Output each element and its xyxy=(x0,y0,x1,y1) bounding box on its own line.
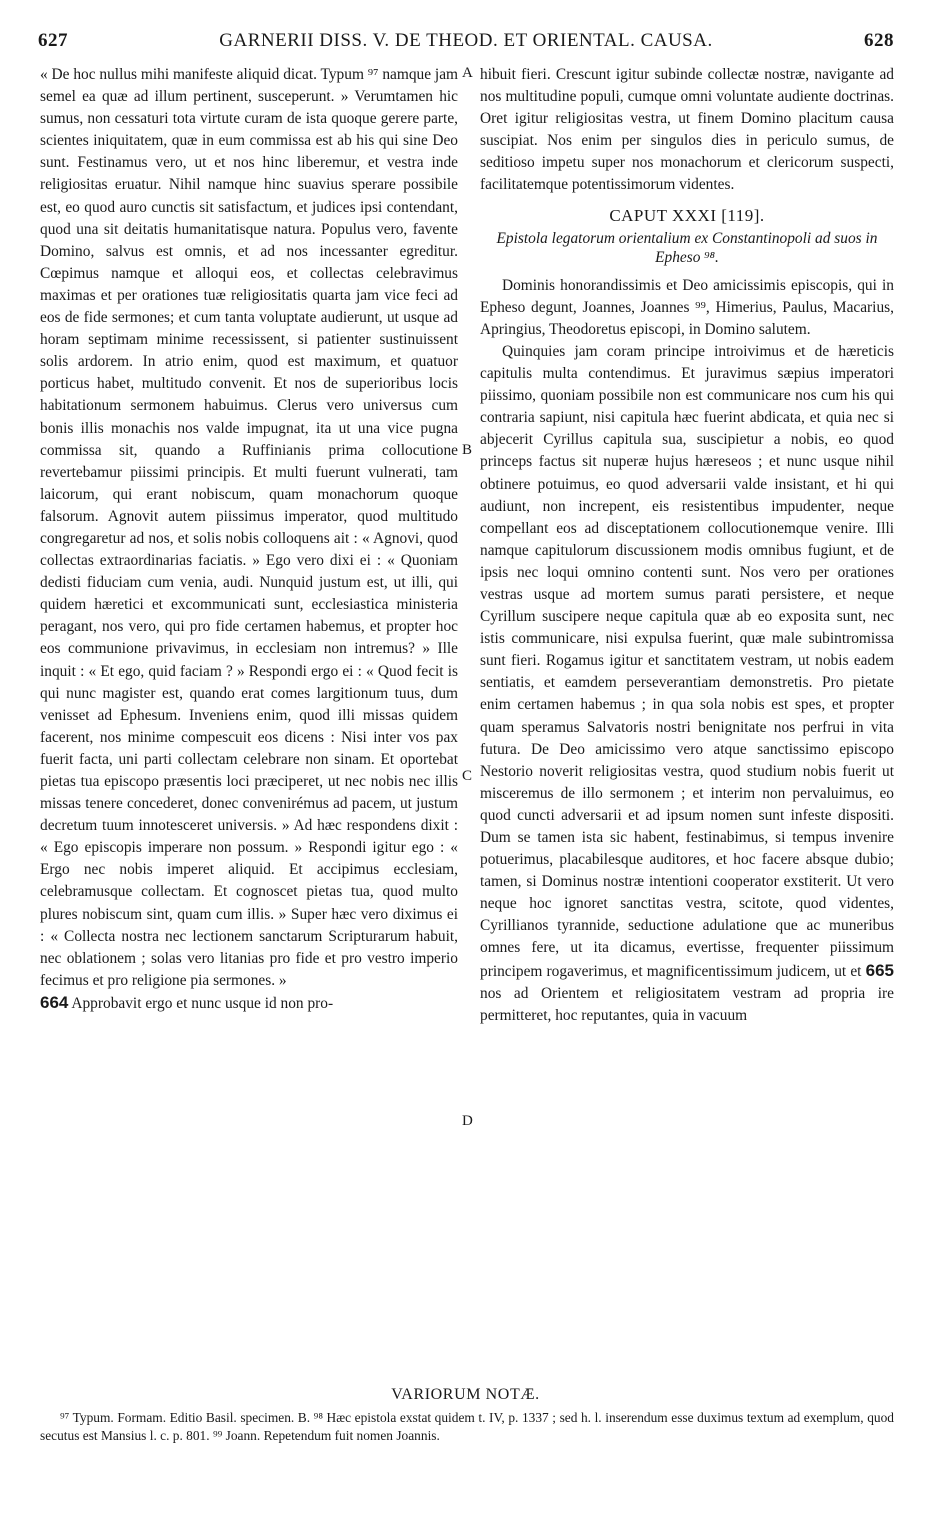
margin-page-number-665: 665 xyxy=(865,960,894,980)
chapter-subtitle: Epistola legatorum orientalium ex Constantinopoli ad suos in Epheso ⁹⁸. xyxy=(496,229,878,266)
page-number-left: 627 xyxy=(38,30,68,51)
footnotes xyxy=(40,1409,894,1444)
page-number-right: 628 xyxy=(864,30,894,51)
right-column-end-text: nos ad Orientem et religiositatem vestram ad propria ire permitteret, hoc reputantes, quia in vacuum xyxy=(480,984,894,1024)
right-paragraph-1: hibuit fieri. Crescunt igitur subinde collectæ nostræ, navigante ad nos multitudine populi, cumque omni voluntate audiente doctrinas. Oret igitur religiositas vestra, ut finem Domino placitum causa suscipiat. Nos enim per singulos dies in periculo sumus, de seditioso impetu super nos monachorum et clericorum suspecti, facilitatemque potentissimorum videntes. xyxy=(480,66,894,194)
left-column-ending xyxy=(40,992,458,1015)
left-paragraph-1: « De hoc nullus mihi manifeste aliquid dicat. Typum ⁹⁷ namque jam semel ea quæ ad illum pertinent, susceperunt. » Verumtamen hic sumus, non cessaturi tota virtute curam de ista quoque gerere parte, scientes iniquitatem, quæ in eum commissa est ab his qui sine Deo sunt. Festinamus vero, ut et nos hinc liberemur, et vestra inde religiositas eruatur. Nihil namque hinc suavius sperare possibile est, eo quod auro cunctis sit satisfactum, et judices ipsi contendant, quod una sit deitatis humanitatisque natura. Populus vero, favente Domino, salvus est omnis, et ad nos incessanter egreditur. Cœpimus namque et alloqui eos, et collectas celebravimus maximas et per orationes tuæ religiositatis quarta jam vice feci ad eos de fide sermones; et cum tanta voluptate audierunt, ut usque ad horam septimam minime recessissent, si patienter sustinuissent solis ardorem. In atrio enim, quod est maximum, et quatuor porticus habet, multitudo convenit. Et nos de superioribus locis habitationum sermonem habuimus. Clerus vero universus cum bonis illis monachis nos valde impugnat, ita ut una vice pugna commissa sit, quando a Ruffinianis prima collocutione revertebamur piissimi principis. Et multi fuerunt vulnerati, tam laicorum, qui erant nobiscum, quam monachorum quoque falsorum. Agnovit autem piissimus imperator, quod multitudo congregaretur ad nos, et solis nobis colloquens ait : « Agnovi, quod collectas extraordinarias faciatis. » Ego vero dixi ei : « Quoniam dedisti fiduciam cum venia, audi. Nunquid justum est, ut illi, qui quidem hæretici et excommunicati sunt, ecclesiastica ministeria peragant, nos vero, qui pro fide certamen habemus, et propter hoc eos communione privavimus, in ecclesiam non intremus? » Ille inquit : « Et ego, quid faciam ? » Respondi ergo ei : « Quod fecit is qui nunc magister est, quando erat comes largitionum tuus, dum venisset ad Ephesum. Inveniens enim, quod illi missas quidem facerent, nos minime compescuit eos dicens : Nisi inter vos pax fuerit facta, uni parti collectam celebrare non sinam. Et oportebat pietas tua episcopo præsentis loci præciperet, ut nec nobis nec illis missas tenere concederet, donec convenirémus ad pacem, ut justum decretum tuum innotesceret universis. » Ad hæc respondens dixit : « Ego episcopis imperare non possum. » Respondi igitur ego : « Ergo nec nobis imperet aliquid. Et accipimus ecclesiam, celebramusque collectam. Et cognoscet pietas tua, quod multo plures nobiscum sint, quam cum illis. » Super hæc vero diximus ei : « Collecta nostra nec lectionem sanctarum Scripturarum habuit, nec oblationem ; solas vero litanias pro fide et pro vestro imperio fecimus et pro religione pia sermones. » xyxy=(40,66,458,989)
chapter-title: CAPUT XXXI [119]. xyxy=(609,205,765,225)
right-column xyxy=(480,64,894,1027)
notes-heading: VARIORUM NOTÆ. xyxy=(391,1386,540,1403)
running-header xyxy=(38,30,894,56)
right-paragraph-3-text: Quinquies jam coram principe introivimus et de hæreticis capitulis multa contendimus. Et juravimus sæpius imperatori piissimo, quoniam possibile non est communicare nos cum his qui contraria sapiunt, nisi capitula hæc fuerint abdicata, et quia nec si abjecerit Cyrillus capitula sua, suscipietur a nobis, eo quod princeps factus sit nuperæ hujus hæreseos ; et nunc usque nihil obtinere potuimus, eo quod adversarii valde insistant, et hi qui audiunt, non increpent, eis resistentibus impudenter, neque compellant eos ad disceptationem collocutionemque venire. Illi namque capitulorum discussionem modis omnibus fugiunt, et de ipsis nec loqui omnino contenti sunt. Nos vero per orationes vestras usque ad mortem sumus parati persistere, et neque Cyrillum suscipere neque capitula quæ ab eo exposita sunt, nec istis communicare, nisi expulsa fuerint, quæ male subintromissa sunt fieri. Rogamus igitur et sanctitatem vestram, ut nobis eadem sentiatis, et eamdem perseverantiam demonstretis. Pro pietate enim certamen habemus ; in qua sola nobis est spes, et propter quam speramus Salvatoris nostri benignitate nos perfrui in vita futura. De Deo amicissimo vero atque sanctissimo episcopo Nestorio noverit religiositas vestra, quod studium nobis fuerit ut misceremus de illo sermonem ; et interim non pervaluimus, eo quod cuncti adversarii et ad ipsum nomen sunt infeste dispositi. Dum se tamen ista sic habent, festinabimus, si tempus invenire potuerimus, placabilesque auditores, et hoc facere absque dubio; tamen, si Dominus nostræ intentioni cooperator exstiterit. Ut vero neque hoc ignoret sanctitas vestra, scitote, quod videntes, Cyrillianos tyrannide, seductione adulatione que ac muneribus omnes fere, ut ita dicamus, evertisse, frequenter piissimum principem rogaverimus, et magnificentissimum judicem, ut et xyxy=(480,342,894,980)
margin-letter-b: B xyxy=(462,442,473,458)
margin-letter-c: C xyxy=(462,768,473,784)
left-column-end-text: Approbavit ergo et nunc usque id non pro- xyxy=(71,994,334,1012)
running-title: GARNERII DISS. V. DE THEOD. ET ORIENTAL. CAUSA. xyxy=(219,30,713,51)
right-paragraph-2: Dominis honorandissimis et Deo amicissimis episcopis, qui in Epheso degunt, Joannes, Joannes ⁹⁹, Himerius, Paulus, Macarius, Apringius, Theodoretus episcopi, in Domino salutem. xyxy=(480,276,894,338)
margin-letter-d: D xyxy=(462,1113,473,1129)
left-column xyxy=(40,64,458,1015)
margin-page-number-664: 664 xyxy=(40,992,69,1012)
margin-letter-a: A xyxy=(462,65,473,81)
footnote-text: ⁹⁷ Typum. Formam. Editio Basil. specimen. B. ⁹⁸ Hæc epistola exstat quidem t. IV, p. 1337 ; sed h. l. inserendum esse duximus textum ad exemplum, quod secutus est Mansius l. c. p. 801. ⁹⁹ Joann. Repetendum fuit nomen Joannis. xyxy=(40,1410,894,1443)
right-paragraph-3 xyxy=(480,341,894,1027)
